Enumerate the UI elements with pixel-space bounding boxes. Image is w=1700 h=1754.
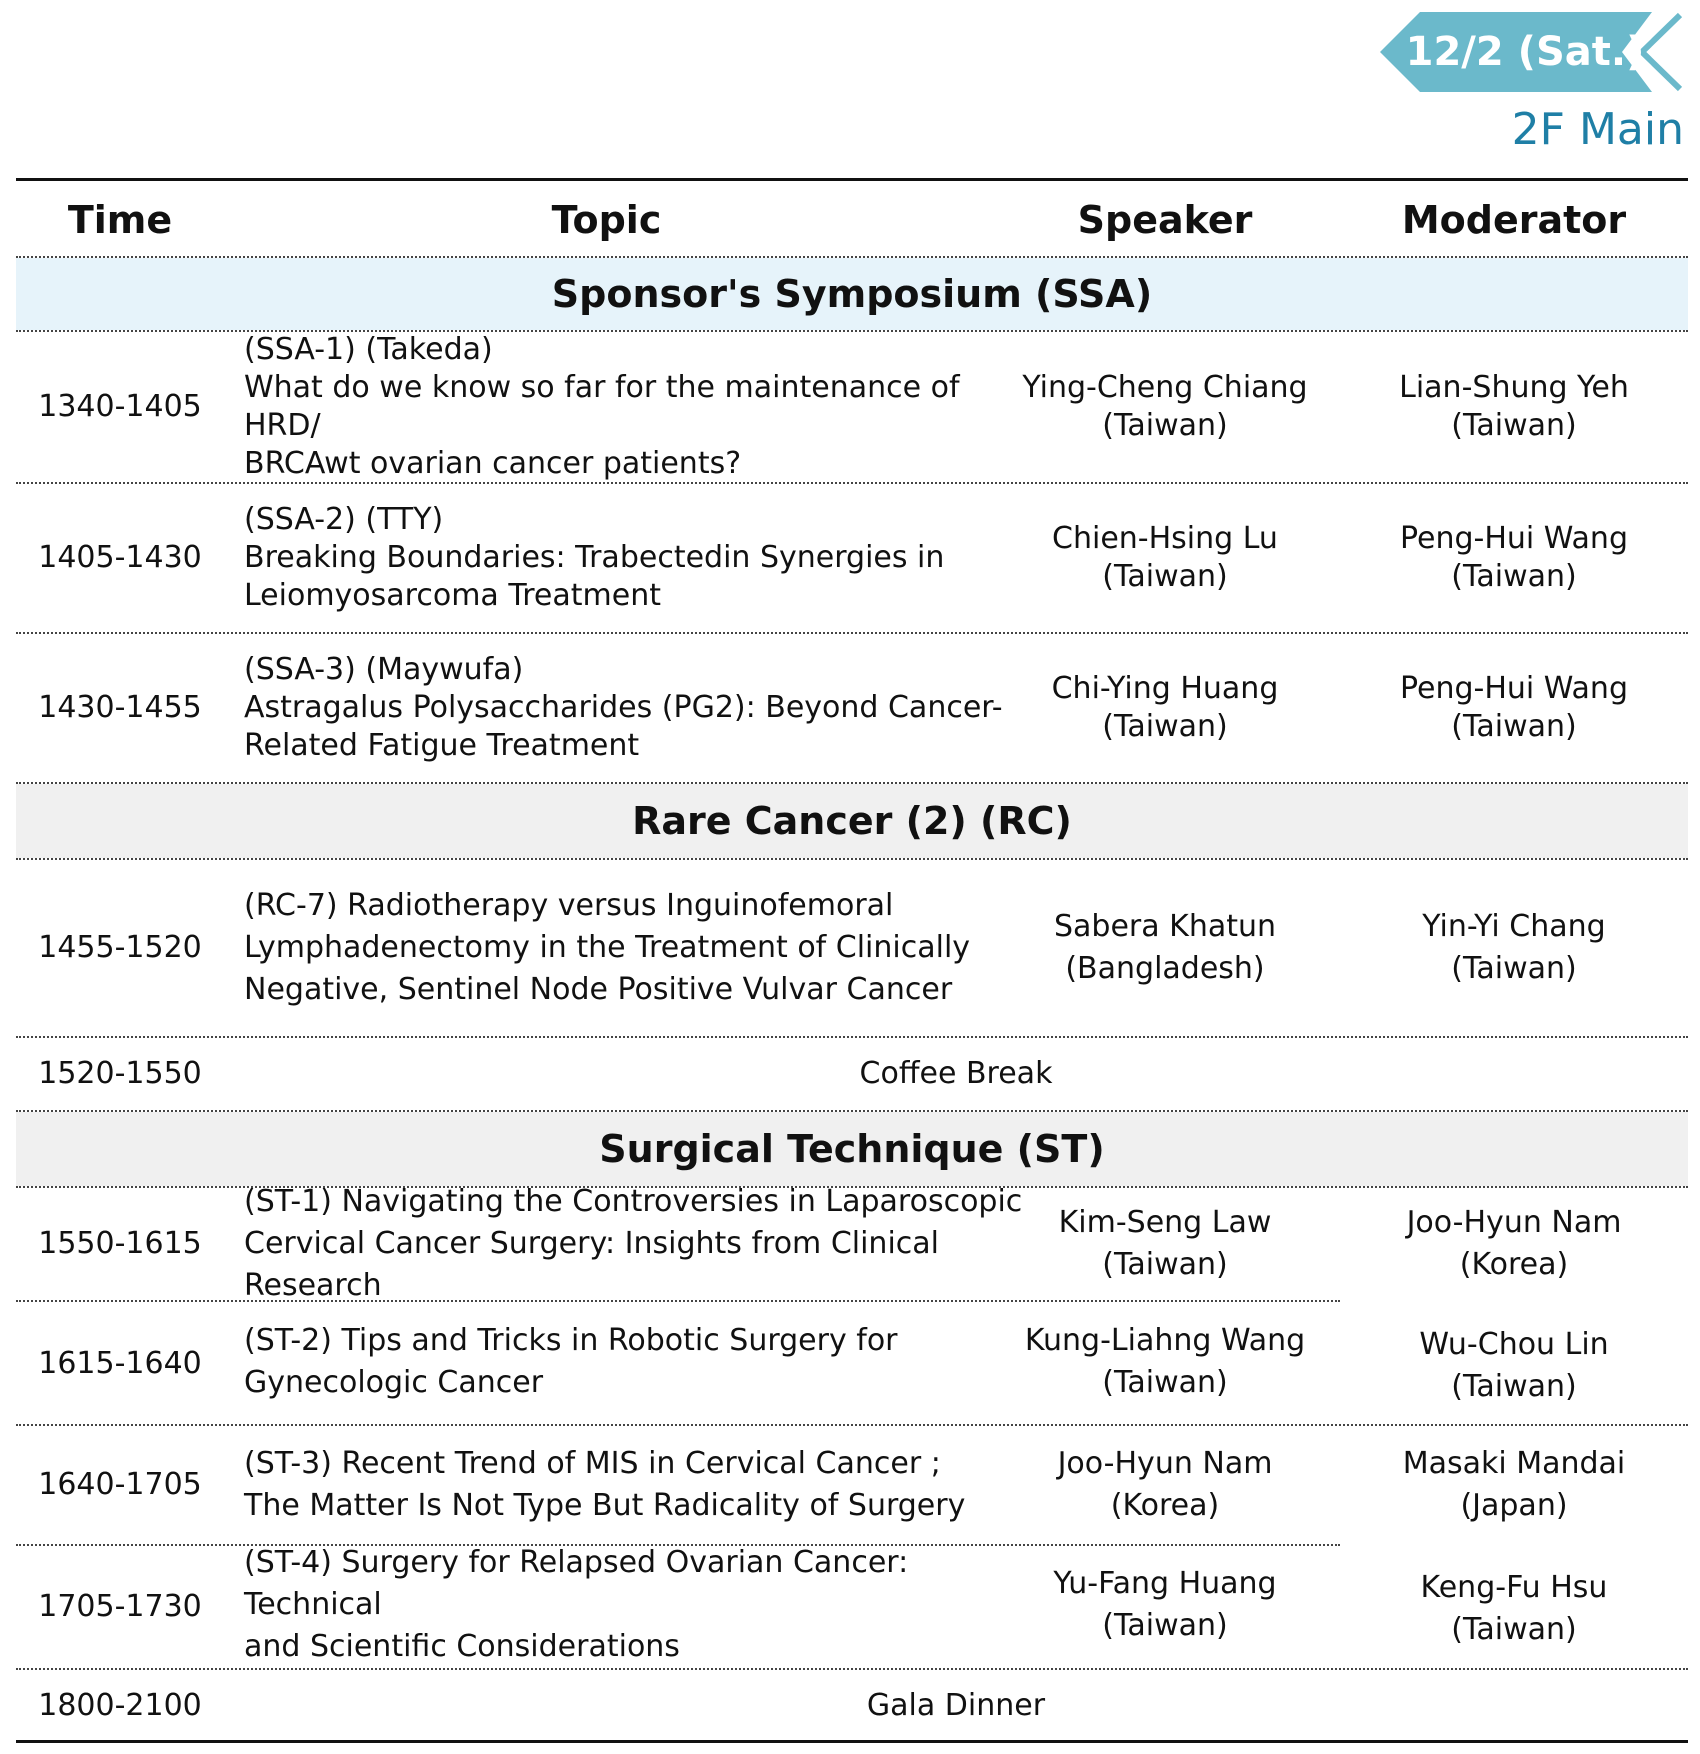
row-topic: (SSA-2) (TTY) Breaking Boundaries: Trabectedin Synergies in Leiomyosarcoma Treatment [244, 502, 945, 613]
row-time: 1800-2100 [38, 1688, 202, 1723]
row-speaker: Yu-Fang Huang (Taiwan) [1053, 1566, 1277, 1643]
coffee-break-label: Coffee Break [859, 1056, 1053, 1091]
row-time: 1520-1550 [38, 1056, 202, 1091]
col-header-time: Time [67, 198, 173, 242]
col-header-moderator: Moderator [1401, 198, 1627, 242]
row-speaker: Chi-Ying Huang (Taiwan) [1051, 671, 1279, 744]
row-moderator: Lian-Shung Yeh (Taiwan) [1399, 370, 1629, 443]
row-time: 1550-1615 [38, 1226, 202, 1261]
gala-dinner-label: Gala Dinner [866, 1688, 1046, 1723]
row-topic: (ST-4) Surgery for Relapsed Ovarian Cancer: Technical and Scientific Considerations [244, 1545, 909, 1664]
row-speaker: Ying-Cheng Chiang (Taiwan) [1022, 370, 1308, 443]
row-moderator: Joo-Hyun Nam (Korea) [1406, 1205, 1622, 1282]
row-speaker: Chien-Hsing Lu (Taiwan) [1052, 521, 1278, 594]
row-topic: (SSA-3) (Maywufa) Astragalus Polysaccharides (PG2): Beyond Cancer- Related Fatigue Treatment [244, 652, 1003, 763]
row-time: 1640-1705 [38, 1467, 202, 1502]
row-topic: (SSA-1) (Takeda) What do we know so far for the maintenance of HRD/ BRCAwt ovarian cancer patients? [244, 332, 960, 481]
row-time: 1430-1455 [38, 690, 202, 725]
section-header-rc: Rare Cancer (2) (RC) [16, 784, 1688, 858]
section-header-st: Surgical Technique (ST) [16, 1112, 1688, 1186]
row-topic: (ST-1) Navigating the Controversies in Laparoscopic Cervical Cancer Surgery: Insights from Clinical Research [244, 1184, 1023, 1303]
row-time: 1615-1640 [38, 1346, 202, 1381]
row-moderator: Keng-Fu Hsu (Taiwan) [1420, 1570, 1608, 1647]
row-topic: (ST-2) Tips and Tricks in Robotic Surgery for Gynecologic Cancer [244, 1323, 898, 1400]
row-moderator: Yin-Yi Chang (Taiwan) [1422, 909, 1606, 986]
col-header-topic: Topic [551, 198, 662, 242]
row-time: 1455-1520 [38, 930, 202, 965]
row-moderator: Masaki Mandai (Japan) [1402, 1446, 1626, 1523]
row-topic: (ST-3) Recent Trend of MIS in Cervical Cancer ; The Matter Is Not Type But Radicality of Surgery [244, 1446, 966, 1523]
row-moderator: Peng-Hui Wang (Taiwan) [1400, 671, 1628, 744]
date-tab [1380, 12, 1685, 92]
row-speaker: Sabera Khatun (Bangladesh) [1053, 909, 1277, 986]
row-time: 1405-1430 [38, 540, 202, 575]
bottom-rule [16, 1740, 1688, 1743]
row-time: 1340-1405 [38, 389, 202, 424]
section-header-ssa: Sponsor's Symposium (SSA) [16, 258, 1688, 330]
row-speaker: Kim-Seng Law (Taiwan) [1058, 1205, 1272, 1282]
row-moderator: Wu-Chou Lin (Taiwan) [1419, 1327, 1609, 1404]
col-header-speaker: Speaker [1077, 198, 1253, 242]
row-topic: (RC-7) Radiotherapy versus Inguinofemoral Lymphadenectomy in the Treatment of Clinically Negative, Sentinel Node Positive Vulvar Cancer [244, 888, 971, 1007]
row-speaker: Kung-Liahng Wang (Taiwan) [1024, 1323, 1306, 1400]
row-time: 1705-1730 [38, 1589, 202, 1624]
room-label: 2F Main [1511, 104, 1684, 155]
row-moderator: Peng-Hui Wang (Taiwan) [1400, 521, 1628, 594]
row-speaker: Joo-Hyun Nam (Korea) [1057, 1446, 1273, 1523]
date-label: 12/2 (Sat.) [1405, 29, 1645, 75]
